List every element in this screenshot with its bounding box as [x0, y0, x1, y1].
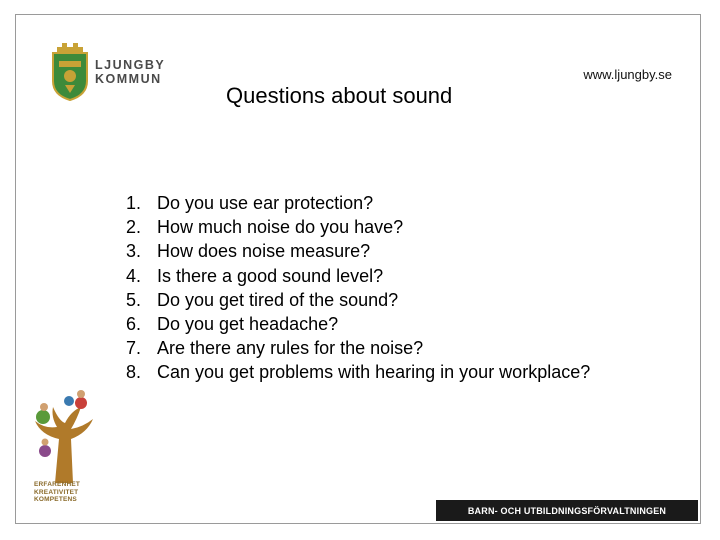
question-list: [126, 191, 590, 385]
list-item: [126, 239, 590, 263]
list-item: [126, 312, 590, 336]
ljungby-kommun-logo: [51, 43, 165, 101]
slide: [15, 14, 701, 524]
tree-illustration-icon: [21, 377, 103, 483]
motto-text: [34, 481, 80, 504]
list-item-text: Do you get tired of the sound?: [157, 289, 399, 310]
motto-line-3: KOMPETENS: [34, 496, 77, 503]
list-item: [126, 288, 590, 312]
list-item-text: Do you use ear protection?: [157, 193, 374, 213]
list-item-text: How much noise do you have?: [157, 217, 404, 238]
list-item-text: How does noise measure?: [157, 241, 371, 262]
list-item: [126, 336, 590, 360]
footer-department-bar: [436, 500, 698, 521]
list-item-number: 3.: [126, 241, 142, 262]
logo-line-1: LJUNGBY: [95, 58, 166, 72]
footer-department-label: BARN- OCH UTBILDNINGSFÖRVALTNINGEN: [467, 505, 667, 516]
list-item: [126, 264, 590, 288]
list-item-number: 1.: [126, 193, 142, 213]
list-item-number: 6.: [126, 314, 142, 335]
list-item: [126, 215, 590, 239]
list-item-text: Are there any rules for the noise?: [157, 338, 424, 359]
logo-line-2: KOMMUN: [95, 72, 162, 86]
motto-line-2: KREATIVITET: [34, 488, 79, 496]
list-item-text: Do you get headache?: [157, 314, 339, 335]
motto-line-1: ERFARENHET: [34, 481, 81, 488]
list-item-number: 8.: [126, 362, 142, 383]
slide-title: Questions about sound: [226, 83, 453, 108]
list-item-text: Can you get problems with hearing in your workplace?: [157, 362, 591, 383]
list-item-number: 5.: [126, 289, 142, 310]
website-link[interactable]: www.ljungby.se: [583, 67, 672, 82]
coat-of-arms-icon: [51, 43, 89, 101]
list-item-number: 4.: [126, 265, 142, 286]
list-item: [126, 191, 590, 215]
list-item-number: 7.: [126, 338, 142, 359]
list-item-number: 2.: [126, 217, 142, 238]
list-item: [126, 360, 590, 384]
list-item-text: Is there a good sound level?: [157, 265, 384, 286]
